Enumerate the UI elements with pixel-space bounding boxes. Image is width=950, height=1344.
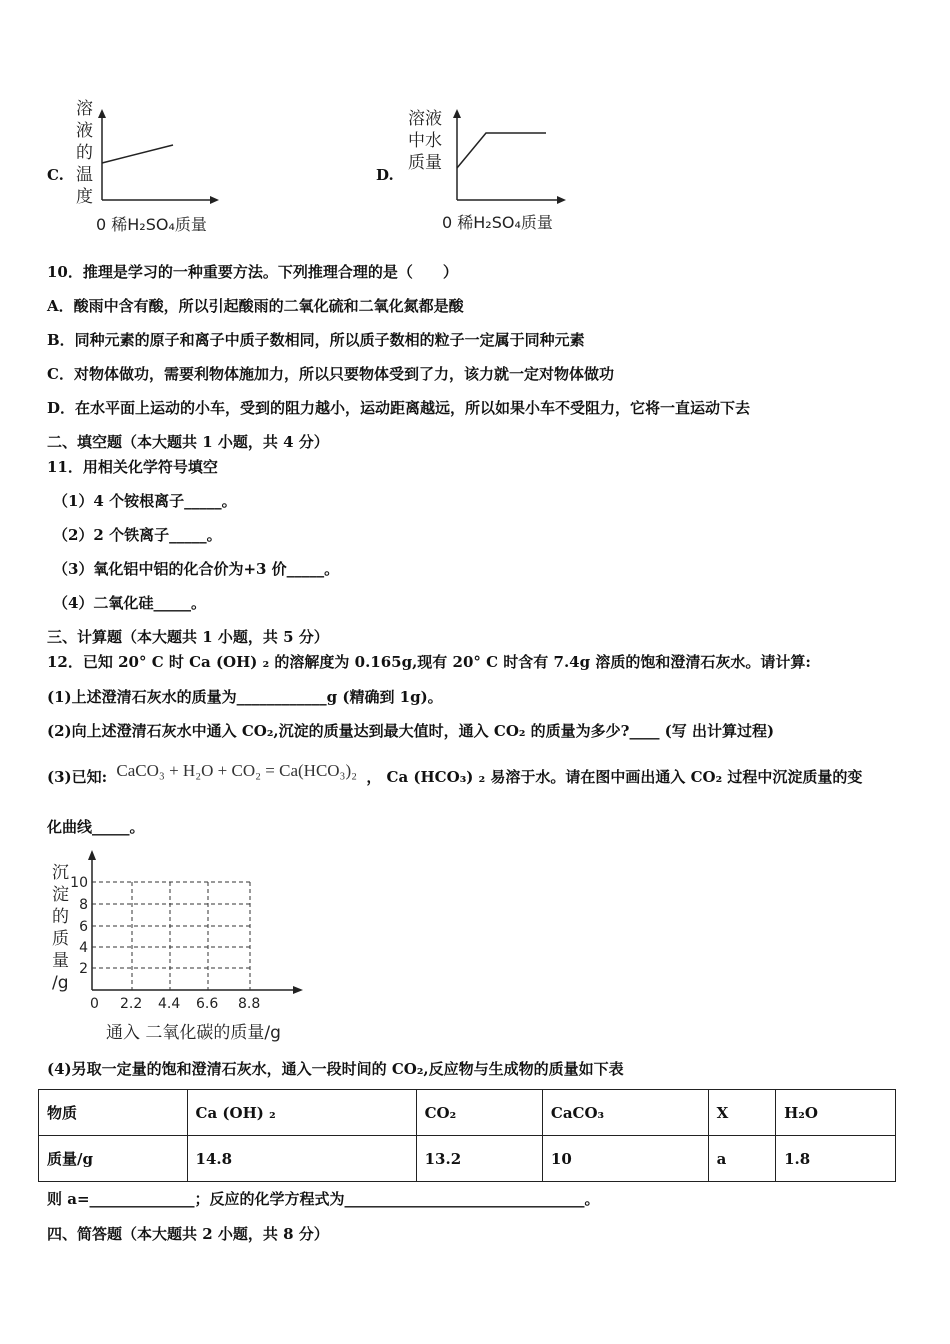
q12-part-4: (4)另取一定量的饱和澄清石灰水，通入一段时间的 CO₂,反应物与生成物的质量如下表 (47, 1060, 624, 1078)
q11-part-3: （3）氧化铝中铝的化合价为+3 价_____。 (53, 560, 340, 578)
q11-part-2: （2）2 个铁离子_____。 (53, 526, 222, 544)
y-char: /g (52, 973, 69, 993)
x-tick-label: 2.2 (120, 996, 143, 1012)
table-cell: 14.8 (187, 1136, 416, 1182)
q12-part-3-suffix: ， Ca (HCO₃) ₂ 易溶于水。请在图中画出通入 CO₂ 过程中沉淀质量的变 (366, 768, 863, 786)
table-cell: Ca (OH) ₂ (187, 1090, 416, 1136)
y-tick-label: 2 (79, 961, 88, 977)
graph-c-axes (95, 108, 225, 208)
reaction-formula: CaCO₃ + H₂O + CO₂ = Ca(HCO₃)₂ (116, 761, 358, 780)
y-axis-arrow (453, 109, 461, 118)
table-header-row (39, 1090, 896, 1136)
q12-part-2: (2)向上述澄清石灰水中通入 CO₂,沉淀的质量达到最大值时，通入 CO₂ 的质量为多少?____ (写 出计算过程) (47, 722, 775, 740)
mass-table (38, 1089, 896, 1182)
q12-stem: 12．已知 20° C 时 Ca (OH) ₂ 的溶解度为 0.165g,现有 20° C 时含有 7.4g 溶质的饱和澄清石灰水。请计算: (47, 653, 811, 671)
q12-part-3 (47, 761, 863, 787)
y-axis-arrow (88, 850, 96, 860)
table-cell: 物质 (39, 1090, 188, 1136)
y-char: 质 (52, 929, 69, 949)
q10-option-c: C．对物体做功，需要利物体施加力，所以只要物体受到了力，该力就一定对物体做功 (47, 365, 614, 383)
table-cell: X (708, 1090, 776, 1136)
y-tick-label: 10 (70, 875, 88, 891)
y-tick-label: 6 (79, 919, 88, 935)
x-tick-label: 4.4 (158, 996, 181, 1012)
graph-d-axes (450, 108, 580, 208)
grid-lines (92, 882, 250, 990)
graph-c-x-label: 0 稀H₂SO₄质量 (96, 215, 207, 234)
y-char: 液 (76, 121, 93, 141)
y-char: 度 (76, 187, 93, 207)
y-char: 沉 (52, 863, 69, 883)
table-cell: H₂O (776, 1090, 896, 1136)
q12-part-1: (1)上述澄清石灰水的质量为____________g (精确到 1g)。 (47, 688, 443, 706)
graph-d-curve (457, 133, 546, 168)
y-char: 量 (52, 951, 69, 971)
table-cell: CO₂ (416, 1090, 542, 1136)
table-cell: 13.2 (416, 1136, 542, 1182)
q12-part-3-prefix: (3)已知: (47, 768, 108, 786)
q10-option-b: B．同种元素的原子和离子中质子数相同，所以质子数相的粒子一定属于同种元素 (47, 331, 585, 349)
y-tick-label: 8 (79, 897, 88, 913)
x-axis-arrow (293, 986, 303, 994)
graph-d-x-label: 0 稀H₂SO₄质量 (442, 213, 553, 232)
graph-d-y-axis-label (408, 108, 452, 174)
x-axis-arrow (557, 196, 566, 204)
q12-answer-line: 则 a=______________；反应的化学方程式为________________________________。 (47, 1190, 600, 1208)
option-d-label: D. (376, 166, 394, 184)
section-2-title: 二、填空题（本大题共 1 小题，共 4 分） (47, 433, 329, 451)
y-char: 溶液 (408, 109, 442, 129)
y-char: 溶 (76, 99, 93, 119)
table-cell: 1.8 (776, 1136, 896, 1182)
q11-part-1: （1）4 个铵根离子_____。 (53, 492, 237, 510)
option-c-label: C. (47, 166, 64, 184)
origin-label: 0 (90, 996, 99, 1012)
q11-part-4: （4）二氧化硅_____。 (53, 594, 206, 612)
q10-option-a: A．酸雨中含有酸，所以引起酸雨的二氧化硫和二氧化氮都是酸 (47, 297, 464, 315)
y-char: 温 (76, 165, 93, 185)
table-cell: 10 (542, 1136, 708, 1182)
y-char: 中水 (408, 131, 442, 151)
section-4-title: 四、简答题（本大题共 2 小题，共 8 分） (47, 1225, 329, 1243)
table-cell: CaCO₃ (542, 1090, 708, 1136)
q12-part-3-cont: 化曲线_____。 (47, 818, 145, 836)
table-row (39, 1136, 896, 1182)
x-tick-label: 8.8 (238, 996, 261, 1012)
y-axis-arrow (98, 109, 106, 118)
x-axis-arrow (210, 196, 219, 204)
y-char: 淀 (52, 885, 69, 905)
y-char: 的 (52, 907, 69, 927)
q10-stem: 10．推理是学习的一种重要方法。下列推理合理的是（ ） (47, 263, 458, 281)
graph-c-y-axis-label (76, 98, 96, 208)
grid-chart-x-title: 通入 二氧化碳的质量/g (106, 1023, 281, 1043)
x-tick-label: 6.6 (196, 996, 219, 1012)
q10-option-d: D．在水平面上运动的小车，受到的阻力越小，运动距离越远，所以如果小车不受阻力，它将一直运动下去 (47, 399, 751, 417)
grid-chart (72, 848, 312, 1018)
section-3-title: 三、计算题（本大题共 1 小题，共 5 分） (47, 628, 329, 646)
y-tick-label: 4 (79, 940, 88, 956)
q11-stem: 11．用相关化学符号填空 (47, 458, 218, 476)
y-char: 的 (76, 143, 93, 163)
table-cell: a (708, 1136, 776, 1182)
graph-c-curve (102, 145, 173, 163)
y-char: 质量 (408, 153, 442, 173)
table-cell: 质量/g (39, 1136, 188, 1182)
